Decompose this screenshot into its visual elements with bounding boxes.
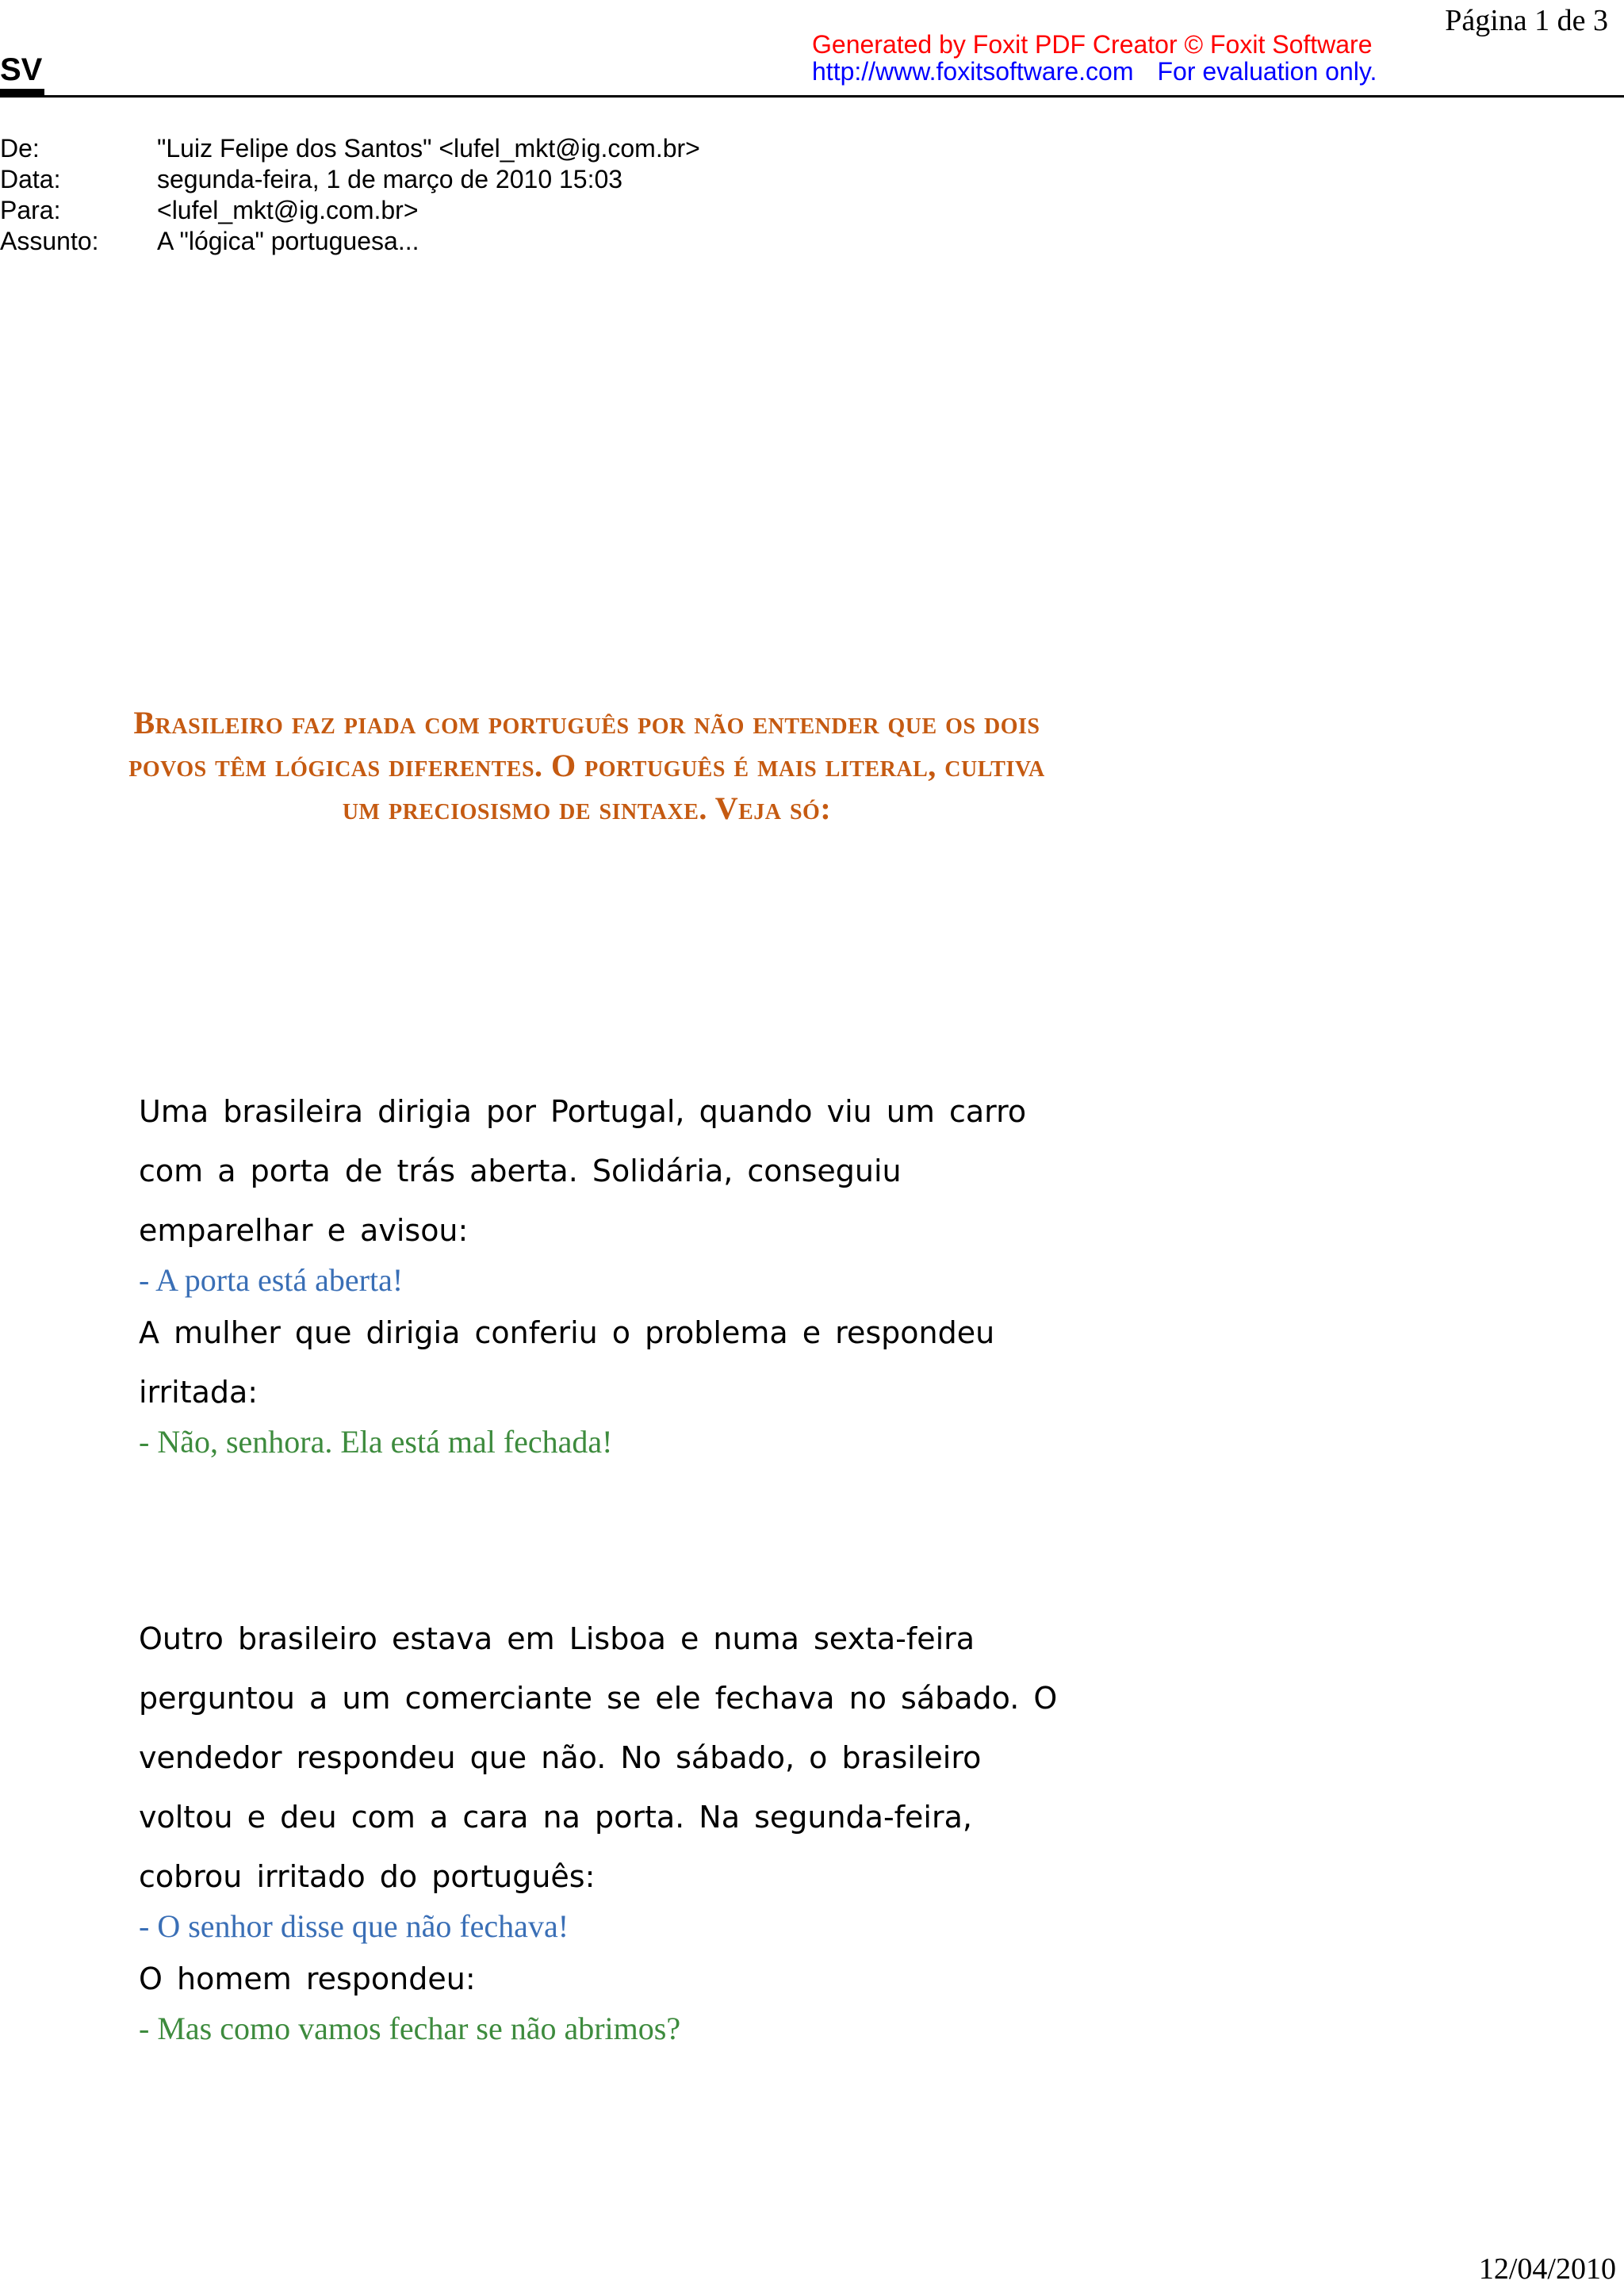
subject-label: Assunto: — [0, 227, 99, 255]
date-row — [0, 164, 700, 195]
from-label: De: — [0, 134, 40, 163]
to-value: <lufel_mkt@ig.com.br> — [157, 196, 419, 224]
watermark-line: Generated by Foxit PDF Creator © Foxit Software — [812, 30, 1373, 59]
date-value: segunda-feira, 1 de março de 2010 15:03 — [157, 165, 623, 193]
watermark-url[interactable]: http://www.foxitsoftware.com — [812, 57, 1134, 86]
story-2-intro: Outro brasileiro estava em Lisboa e numa sexta-feira perguntou a um comerciante se ele fechava no sábado. O vendedor respondeu que não. No sábado, o brasileiro voltou e deu com a cara na porta. Na segunda-feira, cobrou irritado do português: — [139, 1621, 1058, 1894]
subject-row — [0, 226, 700, 257]
story-1-quote-2: - Não, senhora. Ela está mal fechada! — [139, 1424, 613, 1460]
watermark-link-line — [812, 57, 1377, 86]
header-rule — [0, 95, 1624, 98]
story-2-quote-2: - Mas como vamos fechar se não abrimos? — [139, 2011, 681, 2046]
from-row — [0, 133, 700, 164]
subject-value: A "lógica" portuguesa... — [157, 227, 419, 255]
watermark-note: For evaluation only. — [1157, 57, 1377, 86]
email-header — [0, 133, 700, 257]
page-number: Página 1 de 3 — [1445, 4, 1608, 37]
story-1-quote-1: - A porta está aberta! — [139, 1262, 404, 1298]
story-2-quote-1: - O senhor disse que não fechava! — [139, 1908, 569, 1944]
sender-initials: SV — [0, 52, 43, 87]
footer-date: 12/04/2010 — [1478, 2252, 1616, 2286]
story-1-intro: Uma brasileira dirigia por Portugal, quando viu um carro com a porta de trás aberta. Solidária, conseguiu emparelhar e avisou: — [139, 1094, 1027, 1248]
date-label: Data: — [0, 165, 61, 193]
story-2 — [139, 1609, 1074, 2052]
from-value: "Luiz Felipe dos Santos" <lufel_mkt@ig.com.br> — [157, 134, 700, 163]
initials-underline — [0, 89, 44, 95]
story-1-middle: A mulher que dirigia conferiu o problema e respondeu irritada: — [139, 1315, 995, 1410]
headline: Brasileiro faz piada com português por não entender que os dois povos têm lógicas diferentes. O português é mais literal, cultiva um preciosismo de sintaxe. Veja só: — [128, 705, 1045, 826]
to-label: Para: — [0, 196, 61, 224]
story-1 — [139, 1082, 1074, 1465]
to-row — [0, 195, 700, 226]
story-2-middle: O homem respondeu: — [139, 1961, 476, 1996]
